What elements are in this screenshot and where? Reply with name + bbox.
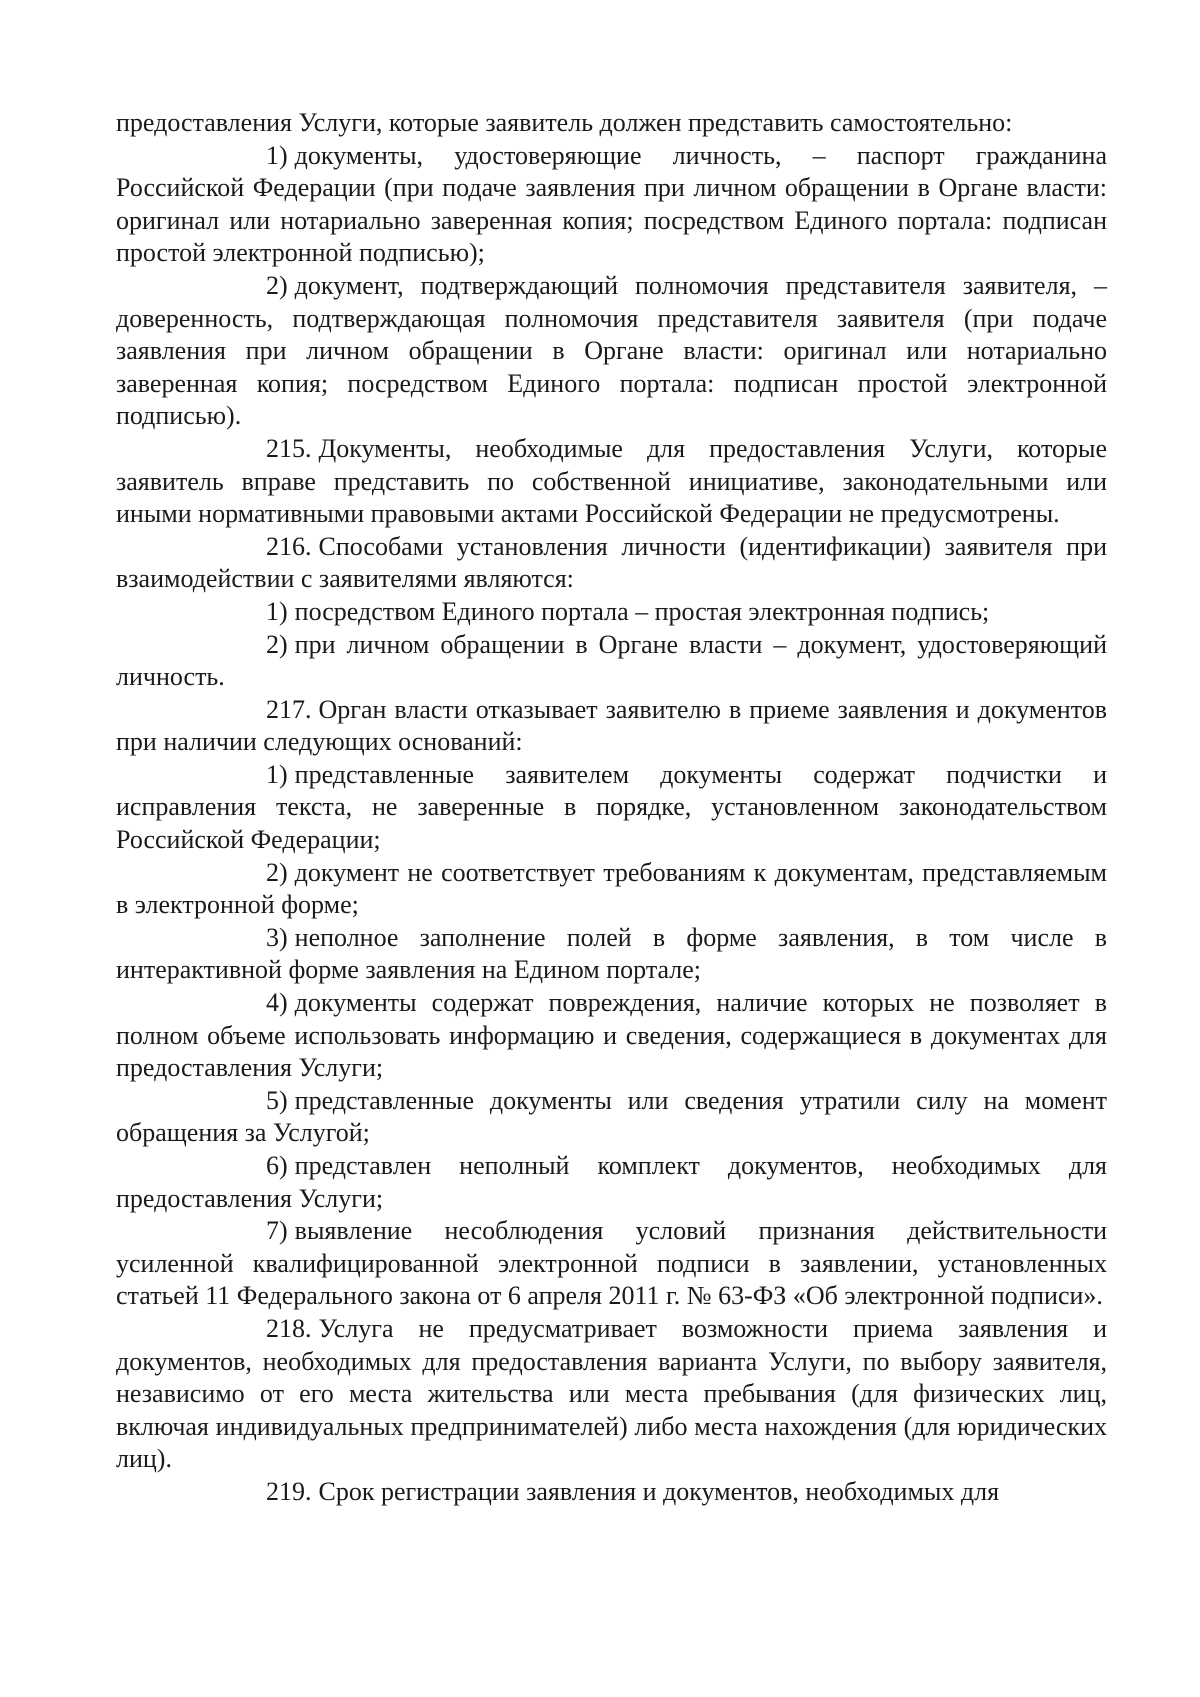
clause-text: Документы, необходимые для предоставления Услуги, которые заявитель вправе представить по собственной инициативе, законодательными или иными нормативными правовыми актами Российской Федерации не предусмотрены.: [116, 433, 1107, 529]
item-text: выявление несоблюдения условий признания действительности усиленной квалифицированной электронной подписи в заявлении, установленных статьей 11 Федерального закона от 6 апреля 2011 г. № 63-ФЗ «Об электронной подписи».: [116, 1216, 1107, 1311]
item-number: 2): [266, 629, 288, 659]
clause-number: 216.: [266, 531, 312, 561]
item-text: при личном обращении в Органе власти – документ, удостоверяющий личность.: [116, 629, 1107, 692]
list-item-1-identity-documents: [116, 140, 1107, 270]
list-item-217-3: [116, 922, 1107, 987]
document-page: [116, 107, 1107, 1509]
item-number: 7): [266, 1216, 288, 1246]
item-text: неполное заполнение полей в форме заявления, в том числе в интерактивной форме заявления на Едином портале;: [116, 922, 1107, 985]
paragraph-continuation: [116, 107, 1107, 140]
list-item-217-5: [116, 1085, 1107, 1150]
list-item-217-4: [116, 987, 1107, 1085]
clause-number: 215.: [266, 433, 312, 463]
clause-number: 218.: [266, 1313, 312, 1343]
item-text: документы содержат повреждения, наличие которых не позволяет в полном объеме использовать информацию и сведения, содержащиеся в документах для предоставления Услуги;: [116, 988, 1107, 1083]
item-text: документ, подтверждающий полномочия представителя заявителя, – доверенность, подтверждающая полномочия представителя заявителя (при подаче заявления при личном обращении в Органе власти: оригинал или нотариально заверенная копия; посредством Единого портала: подписан простой электронной подписью).: [116, 270, 1107, 431]
item-number: 3): [266, 922, 288, 952]
clause-number: 219.: [266, 1476, 312, 1506]
paragraph-text: предоставления Услуги, которые заявитель должен представить самостоятельно:: [116, 108, 1013, 137]
clause-text: Способами установления личности (идентификации) заявителя при взаимодействии с заявителями являются:: [116, 531, 1107, 594]
list-item-217-1: [116, 759, 1107, 857]
clause-219: [116, 1476, 1107, 1509]
clause-218: [116, 1313, 1107, 1476]
clause-text: Орган власти отказывает заявителю в приеме заявления и документов при наличии следующих оснований:: [116, 694, 1107, 757]
list-item-217-6: [116, 1150, 1107, 1215]
clause-text: Услуга не предусматривает возможности приема заявления и документов, необходимых для предоставления варианта Услуги, по выбору заявителя, независимо от его места жительства или места пребывания (для физических лиц, включая индивидуальных предпринимателей) либо места нахождения (для юридических лиц).: [116, 1313, 1107, 1474]
item-number: 1): [266, 759, 288, 789]
item-number: 6): [266, 1151, 288, 1180]
item-text: документ не соответствует требованиям к документам, представляемым в электронной форме;: [116, 857, 1107, 920]
item-number: 4): [266, 988, 288, 1018]
list-item-216-2: [116, 629, 1107, 694]
item-number: 1): [266, 596, 288, 626]
item-text: посредством Единого портала – простая электронная подпись;: [294, 596, 990, 626]
clause-216: [116, 531, 1107, 596]
item-number: 2): [266, 270, 288, 300]
item-number: 5): [266, 1085, 288, 1115]
clause-text: Срок регистрации заявления и документов, необходимых для: [318, 1476, 1000, 1506]
list-item-217-2: [116, 857, 1107, 922]
clause-215: [116, 433, 1107, 531]
item-number: 2): [266, 857, 288, 887]
item-text: представленные документы или сведения утратили силу на момент обращения за Услугой;: [116, 1085, 1107, 1148]
item-number: 1): [266, 140, 288, 170]
clause-number: 217.: [266, 694, 312, 724]
list-item-217-7: [116, 1215, 1107, 1313]
clause-217: [116, 694, 1107, 759]
list-item-216-1: [116, 596, 1107, 629]
list-item-2-power-of-attorney: [116, 270, 1107, 433]
item-text: документы, удостоверяющие личность, – паспорт гражданина Российской Федерации (при подаче заявления при личном обращении в Органе власти: оригинал или нотариально заверенная копия; посредством Единого портала: подписан простой электронной подписью);: [116, 140, 1107, 268]
item-text: представленные заявителем документы содержат подчистки и исправления текста, не заверенные в порядке, установленном законодательством Российской Федерации;: [116, 759, 1107, 855]
item-text: представлен неполный комплект документов, необходимых для предоставления Услуги;: [116, 1151, 1107, 1213]
